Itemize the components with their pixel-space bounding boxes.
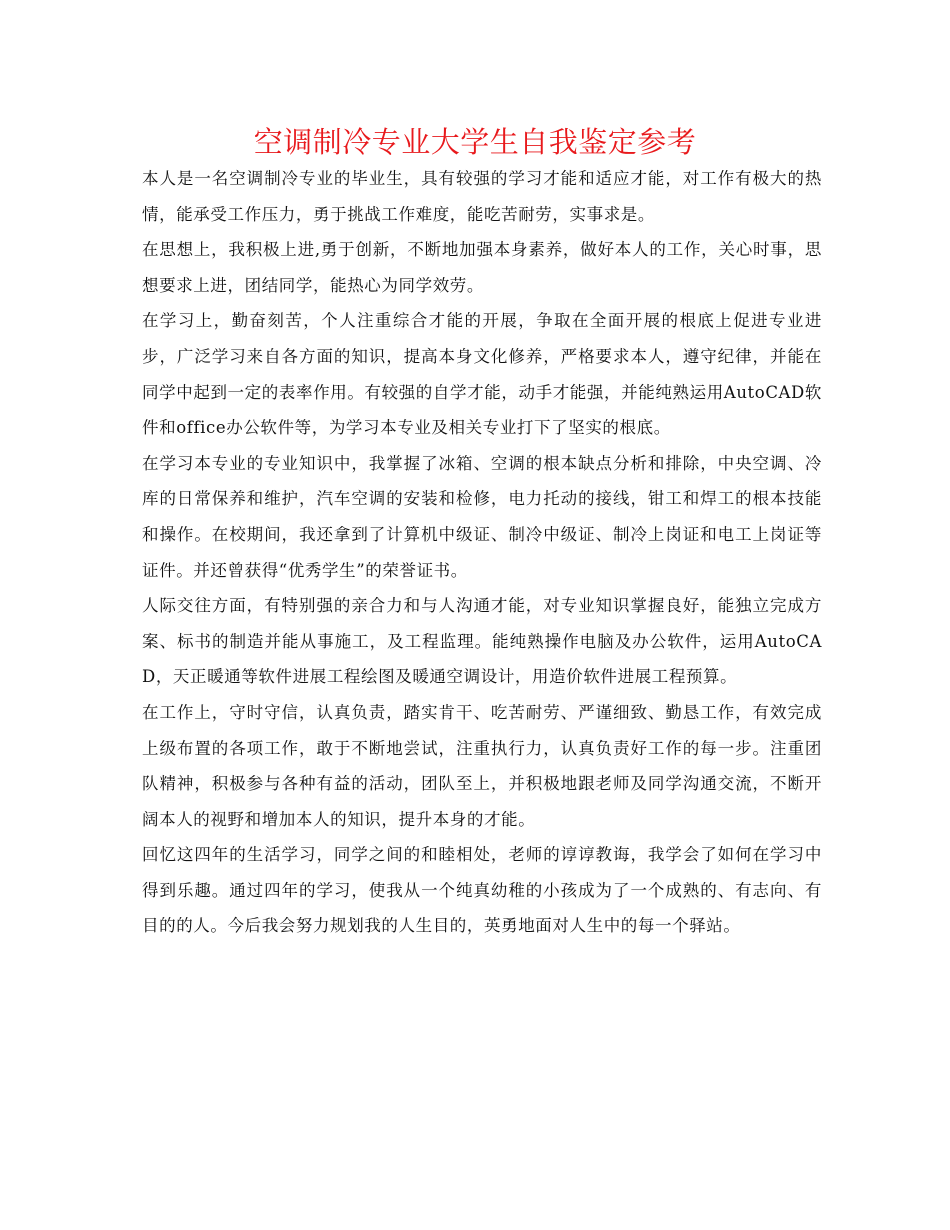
paragraph-6: 在工作上，守时守信，认真负责，踏实肯干、吃苦耐劳、严谨细致、勤恳工作，有效完成上级布置的各项工作，敢于不断地尝试，注重执行力，认真负责好工作的每一步。注重团队精神，积极参与各种有益的活动，团队至上，并积极地跟老师及同学沟通交流，不断开阔本人的视野和增加本人的知识，提升本身的才能。 [142, 702, 822, 829]
paragraph-2: 在思想上，我积极上进,勇于创新，不断地加强本身素养，做好本人的工作，关心时事，思想要求上进，团结同学，能热心为同学效劳。 [142, 240, 822, 295]
paragraph-4: 在学习本专业的专业知识中，我掌握了冰箱、空调的根本缺点分析和排除，中央空调、冷库的日常保养和维护，汽车空调的安装和检修，电力托动的接线，钳工和焊工的根本技能和操作。在校期间，我还拿到了计算机中级证、制冷中级证、制冷上岗证和电工上岗证等证件。并还曾获得“优秀学生”的荣誉证书。 [142, 453, 822, 580]
paragraph-1: 本人是一名空调制冷专业的毕业生，具有较强的学习才能和适应才能，对工作有极大的热情，能承受工作压力，勇于挑战工作难度，能吃苦耐劳，实事求是。 [142, 169, 822, 224]
paragraph-3: 在学习上，勤奋刻苦，个人注重综合才能的开展，争取在全面开展的根底上促进专业进步，广泛学习来自各方面的知识，提高本身文化修养，严格要求本人，遵守纪律，并能在同学中起到一定的表率作用。有较强的自学才能，动手才能强，并能纯熟运用AutoCAD软件和office办公软件等，为学习本专业及相关专业打下了坚实的根底。 [142, 311, 822, 438]
paragraph-7: 回忆这四年的生活学习，同学之间的和睦相处，老师的谆谆教诲，我学会了如何在学习中得到乐趣。通过四年的学习，使我从一个纯真幼稚的小孩成为了一个成熟的、有志向、有目的的人。今后我会努力规划我的人生目的，英勇地面对人生中的每一个驿站。 [142, 845, 822, 936]
document-body [142, 161, 822, 944]
document-title: 空调制冷专业大学生自我鉴定参考 [253, 125, 697, 159]
paragraph-5: 人际交往方面，有特别强的亲合力和与人沟通才能，对专业知识掌握良好，能独立完成方案、标书的制造并能从事施工，及工程监理。能纯熟操作电脑及办公软件，运用AutoCAD，天正暖通等软件进展工程绘图及暖通空调设计，用造价软件进展工程预算。 [142, 596, 822, 687]
